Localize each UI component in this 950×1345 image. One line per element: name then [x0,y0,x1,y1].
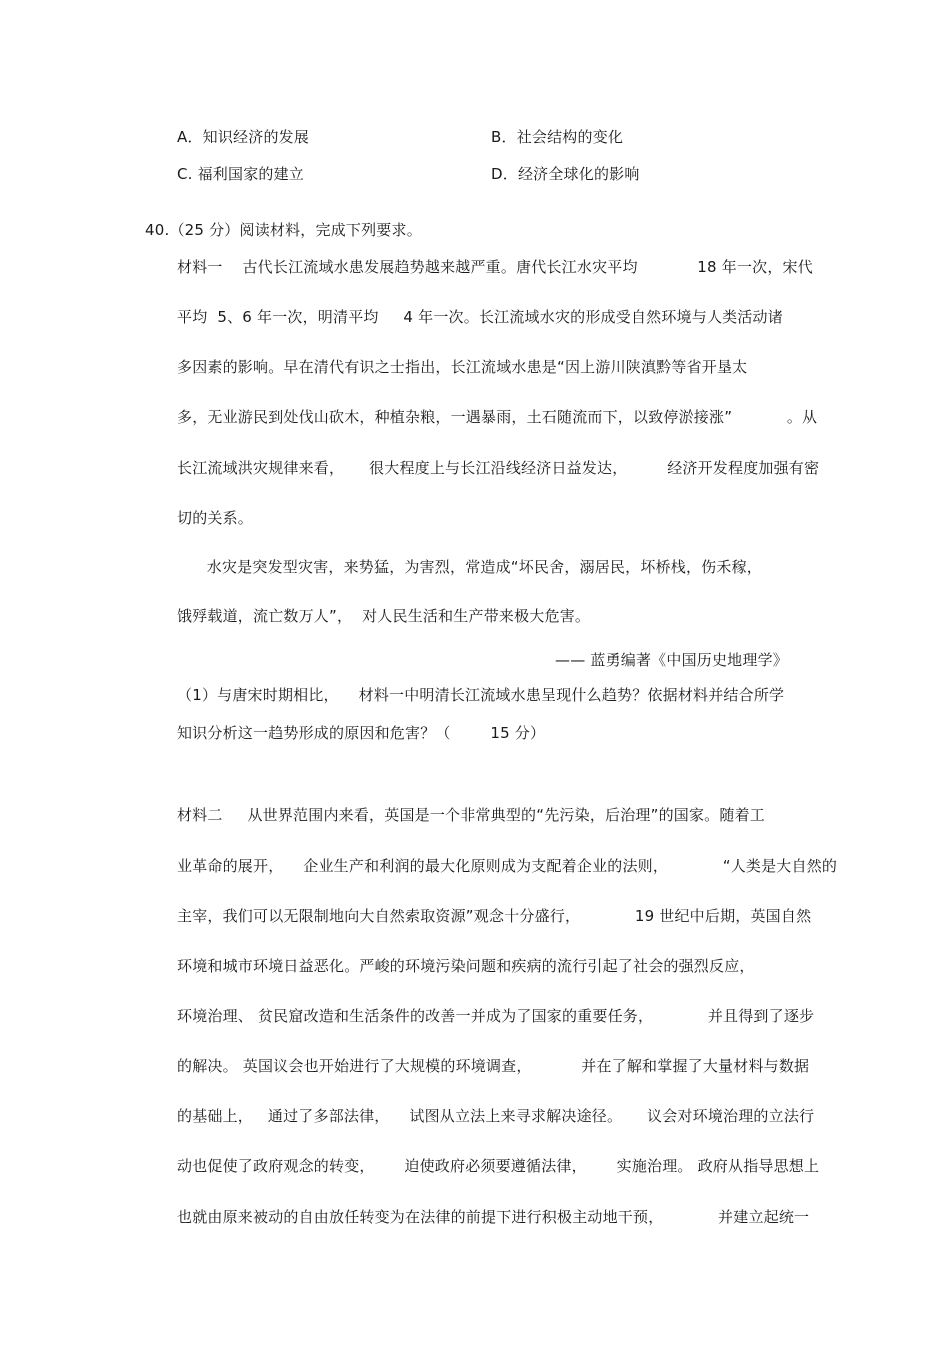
material1-line: 材料一 古代长江流域水患发展趋势越来越严重。唐代长江水灾平均 18 年一次，宋代 [177,258,813,276]
subquestion1-line: （1）与唐宋时期相比， 材料一中明清长江流域水患呈现什么趋势？依据材料并结合所学 [177,686,785,704]
material1-source: —— 蓝勇编著《中国历史地理学》 [555,651,788,669]
material2-line: 环境治理、 贫民窟改造和生活条件的改善一并成为了国家的重要任务， 并且得到了逐步 [177,1007,815,1025]
option-a: A．知识经济的发展 [177,128,310,146]
option-d: D．经济全球化的影响 [491,165,640,183]
material2-line: 材料二 从世界范围内来看，英国是一个非常典型的“先污染，后治理”的国家。随着工 [177,806,765,824]
material1-line: 切的关系。 [177,509,254,527]
material2-line: 也就由原来被动的自由放任转变为在法律的前提下进行积极主动地干预， 并建立起统一 [177,1208,810,1226]
material1-line: 水灾是突发型灾害，来势猛，为害烈，常造成“坏民舍，溺居民，坏桥栈，伤禾稼， [177,558,762,576]
material1-line: 平均 5、6 年一次，明清平均 4 年一次。长江流域水灾的形成受自然环境与人类活动诸 [177,308,783,326]
material1-line: 多，无业游民到处伐山砍木，种植杂粮，一遇暴雨，土石随流而下，以致停淤接涨” 。从 [177,408,818,426]
material2-line: 动也促使了政府观念的转变， 迫使政府必须要遵循法律， 实施治理。 政府从指导思想上 [177,1157,820,1175]
option-c: C. 福利国家的建立 [177,165,305,183]
material2-line: 的解决。 英国议会也开始进行了大规模的环境调查， 并在了解和掌握了大量材料与数据 [177,1057,810,1075]
material2-line: 主宰，我们可以无限制地向大自然索取资源”观念十分盛行， 19 世纪中后期，英国自然 [177,907,812,925]
material1-line: 饿殍载道，流亡数万人”， 对人民生活和生产带来极大危害。 [177,607,591,625]
material2-line: 环境和城市环境日益恶化。严峻的环境污染问题和疾病的流行引起了社会的强烈反应， [177,957,755,975]
material2-line: 业革命的展开， 企业生产和利润的最大化原则成为支配着企业的法则， “人类是大自然的 [177,857,838,875]
material1-line: 多因素的影响。早在清代有识之士指出，长江流域水患是“因上游川陕滇黔等省开垦太 [177,358,748,376]
question-header: 40.（25 分）阅读材料，完成下列要求。 [145,221,422,239]
option-b: B．社会结构的变化 [491,128,624,146]
material1-line: 长江流域洪灾规律来看， 很大程度上与长江沿线经济日益发达， 经济开发程度加强有密 [177,459,820,477]
subquestion1-line: 知识分析这一趋势形成的原因和危害？（ 15 分） [177,724,546,742]
material2-line: 的基础上， 通过了多部法律， 试图从立法上来寻求解决途径。 议会对环境治理的立法行 [177,1107,815,1125]
